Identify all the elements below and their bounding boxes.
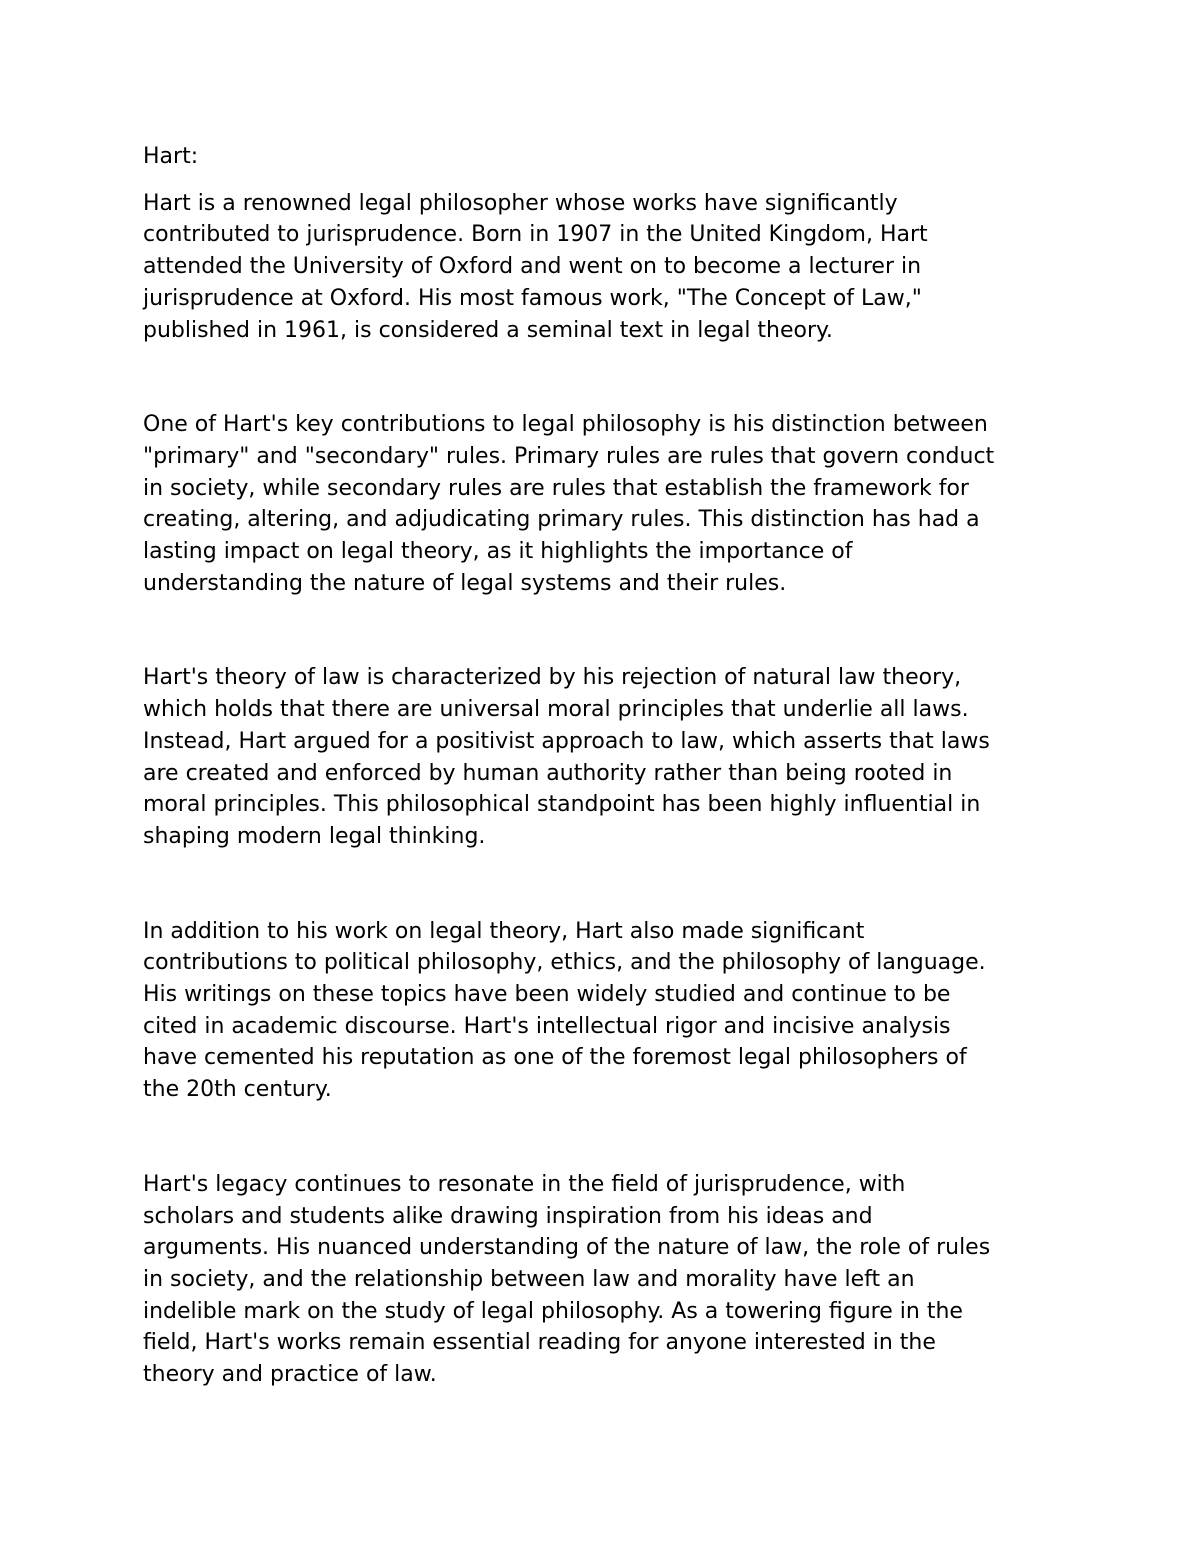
paragraph-biography (143, 188, 1068, 347)
document-body (143, 141, 1068, 1454)
text-line: the 20th century. (143, 1077, 332, 1103)
text-line: cited in academic discourse. Hart's intellectual rigor and incisive analysis (143, 1013, 951, 1039)
text-line: in society, while secondary rules are rules that establish the framework for (143, 475, 969, 501)
text-line: moral principles. This philosophical standpoint has been highly influential in (143, 792, 981, 818)
paragraph-legacy (143, 1169, 1068, 1391)
text-line: Instead, Hart argued for a positivist approach to law, which asserts that laws (143, 728, 990, 754)
text-line: Hart is a renowned legal philosopher whose works have significantly (143, 190, 898, 216)
text-line: Hart's legacy continues to resonate in the field of jurisprudence, with (143, 1171, 906, 1197)
text-line: His writings on these topics have been widely studied and continue to be (143, 982, 951, 1008)
text-line: attended the University of Oxford and went on to become a lecturer in (143, 254, 922, 280)
text-line: shaping modern legal thinking. (143, 823, 486, 849)
text-line: In addition to his work on legal theory, Hart also made significant (143, 918, 865, 944)
text-line: are created and enforced by human authority rather than being rooted in (143, 760, 953, 786)
text-line: "primary" and "secondary" rules. Primary rules are rules that govern conduct (143, 443, 995, 469)
text-line: One of Hart's key contributions to legal philosophy is his distinction between (143, 412, 988, 438)
text-line: indelible mark on the study of legal philosophy. As a towering figure in the (143, 1298, 963, 1324)
text-line: published in 1961, is considered a seminal text in legal theory. (143, 317, 833, 343)
text-line: scholars and students alike drawing inspiration from his ideas and (143, 1203, 873, 1229)
text-line: arguments. His nuanced understanding of the nature of law, the role of rules (143, 1235, 991, 1261)
text-line: jurisprudence at Oxford. His most famous work, "The Concept of Law," (143, 285, 922, 311)
text-line: contributed to jurisprudence. Born in 1907 in the United Kingdom, Hart (143, 222, 928, 248)
document-heading: Hart: (143, 144, 199, 169)
paragraph-other-contributions (143, 916, 1068, 1106)
text-line: lasting impact on legal theory, as it highlights the importance of (143, 539, 853, 565)
text-line: creating, altering, and adjudicating primary rules. This distinction has had a (143, 507, 980, 533)
text-line: have cemented his reputation as one of the foremost legal philosophers of (143, 1045, 967, 1071)
paragraph-positivism (143, 662, 1068, 852)
text-line: contributions to political philosophy, ethics, and the philosophy of language. (143, 950, 986, 976)
text-line: theory and practice of law. (143, 1362, 437, 1388)
text-line: which holds that there are universal moral principles that underlie all laws. (143, 697, 969, 723)
text-line: Hart's theory of law is characterized by his rejection of natural law theory, (143, 665, 962, 691)
text-line: field, Hart's works remain essential reading for anyone interested in the (143, 1330, 936, 1356)
text-line: understanding the nature of legal systems and their rules. (143, 570, 787, 596)
paragraph-primary-secondary-rules (143, 409, 1068, 599)
text-line: in society, and the relationship between law and morality have left an (143, 1266, 915, 1292)
